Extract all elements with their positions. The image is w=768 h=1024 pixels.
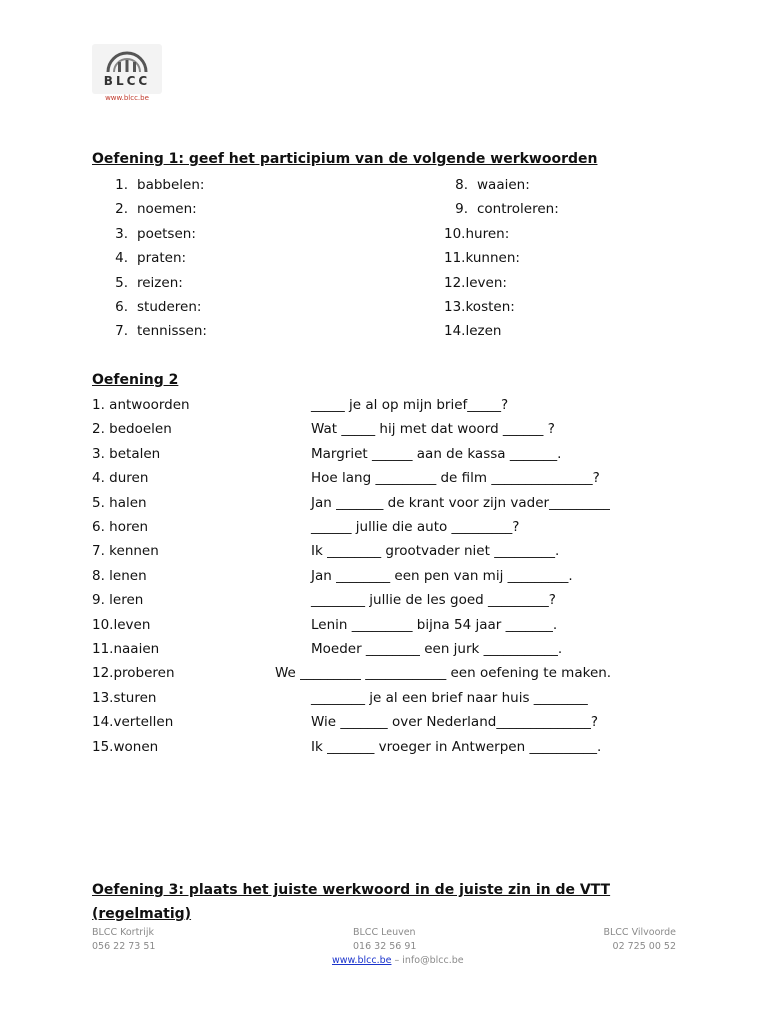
exercise2-sentence: Wat _____ hij met dat woord ______ ?: [311, 421, 555, 438]
exercise1-item: [104, 201, 197, 217]
exercise2-sentence: ________ je al een brief naar huis ________: [311, 689, 588, 706]
footer-leuven-name: BLCC Leuven: [353, 927, 416, 938]
exercise2-title: Oefening 2: [92, 372, 179, 388]
exercise2-verb: 1. antwoorden: [92, 397, 190, 413]
footer-kortrijk-name: BLCC Kortrijk: [92, 927, 154, 938]
exercise2-verb: 3. betalen: [92, 445, 161, 462]
exercise2-sentence: Jan ________ een pen van mij _________.: [311, 567, 573, 584]
item-verb: 11.kunnen:: [444, 250, 520, 267]
item-verb: tennissen:: [137, 323, 207, 340]
blcc-logo: [92, 44, 162, 108]
item-verb: waaien:: [477, 177, 530, 193]
exercise2-verb: 13.sturen: [92, 689, 157, 706]
item-number: 5.: [115, 274, 128, 291]
item-verb: 14.lezen: [444, 323, 502, 340]
exercise1-item: [444, 323, 501, 339]
item-verb: poetsen:: [137, 225, 196, 242]
item-verb: 12.leven:: [444, 274, 507, 291]
item-number: 1.: [115, 177, 128, 193]
exercise1-item: [104, 299, 201, 315]
item-number: 2.: [115, 201, 128, 218]
item-number: 8.: [455, 177, 468, 193]
exercise2-verb: 7. kennen: [92, 543, 159, 560]
footer-contact: [332, 955, 464, 966]
exercise2-verb: 10.leven: [92, 616, 151, 633]
item-verb: studeren:: [137, 299, 202, 315]
exercise1-item: [444, 299, 515, 315]
exercise2-sentence: Ik ________ grootvader niet _________.: [311, 543, 560, 560]
item-verb: 13.kosten:: [444, 299, 515, 315]
item-number: 7.: [115, 323, 128, 340]
item-verb: noemen:: [137, 201, 197, 218]
exercise2-verb: 6. horen: [92, 519, 149, 535]
item-verb: controleren:: [477, 201, 559, 218]
exercise1-title: Oefening 1: geef het participium van de volgende werkwoorden: [92, 151, 598, 167]
exercise2-sentence: We _________ ____________ een oefening te maken.: [275, 665, 612, 682]
exercise2-verb: 15.wonen: [92, 738, 159, 755]
item-number: 3.: [115, 225, 128, 242]
footer-vilvoorde-phone: 02 725 00 52: [612, 941, 676, 952]
exercise2-verb: 9. leren: [92, 592, 144, 609]
footer-vilvoorde-name: BLCC Vilvoorde: [603, 927, 676, 938]
exercise2-verb: 8. lenen: [92, 567, 147, 584]
exercise2-verb: 14.vertellen: [92, 714, 174, 731]
exercise2-sentence: Wie _______ over Nederland______________?: [311, 714, 598, 731]
exercise1-item: [104, 177, 204, 193]
exercise2-sentence: ______ jullie die auto _________?: [311, 519, 520, 535]
item-number: 4.: [115, 250, 128, 267]
exercise2-sentence: Margriet ______ aan de kassa _______.: [311, 445, 562, 462]
footer-leuven-phone: 016 32 56 91: [353, 941, 417, 952]
exercise2-verb: 12.proberen: [92, 665, 175, 682]
exercise2-verb: 4. duren: [92, 470, 149, 487]
item-verb: babbelen:: [137, 177, 205, 193]
item-verb: praten:: [137, 250, 187, 267]
logo-arch-icon: [104, 50, 150, 74]
exercise1-item: [444, 275, 507, 291]
item-number: 6.: [115, 299, 128, 315]
exercise1-item: [444, 226, 509, 242]
exercise1-item: [444, 250, 520, 266]
footer-email: – info@blcc.be: [391, 955, 464, 966]
exercise2-sentence: Lenin _________ bijna 54 jaar _______.: [311, 616, 558, 633]
exercise1-item: [104, 323, 207, 339]
exercise2-sentence: ________ jullie de les goed _________?: [311, 592, 556, 609]
exercise1-item: [444, 201, 559, 217]
exercise2-verb: 5. halen: [92, 494, 147, 511]
exercise1-item: [444, 177, 530, 193]
exercise2-verb: 11.naaien: [92, 641, 160, 657]
exercise2-verb: 2. bedoelen: [92, 421, 172, 438]
item-number: 9.: [455, 201, 468, 218]
exercise1-item: [104, 275, 183, 291]
exercise1-item: [104, 250, 186, 266]
exercise3-subtitle: (regelmatig): [92, 906, 192, 922]
footer-kortrijk-phone: 056 22 73 51: [92, 941, 156, 952]
exercise1-item: [104, 226, 196, 242]
item-verb: 10.huren:: [444, 225, 510, 242]
exercise3-title: Oefening 3: plaats het juiste werkwoord in de juiste zin in de VTT: [92, 882, 611, 898]
exercise2-sentence: Ik _______ vroeger in Antwerpen __________.: [311, 738, 602, 755]
item-verb: reizen:: [137, 274, 183, 291]
exercise2-sentence: Jan _______ de krant voor zijn vader_________: [311, 494, 610, 511]
footer-website-link[interactable]: www.blcc.be: [332, 955, 392, 966]
exercise2-sentence: _____ je al op mijn brief_____?: [311, 397, 509, 413]
exercise2-sentence: Moeder ________ een jurk ___________.: [311, 641, 563, 657]
exercise2-sentence: Hoe lang _________ de film _______________?: [311, 470, 600, 487]
logo-url: www.blcc.be: [105, 94, 149, 102]
logo-text: BLCC: [103, 74, 151, 88]
